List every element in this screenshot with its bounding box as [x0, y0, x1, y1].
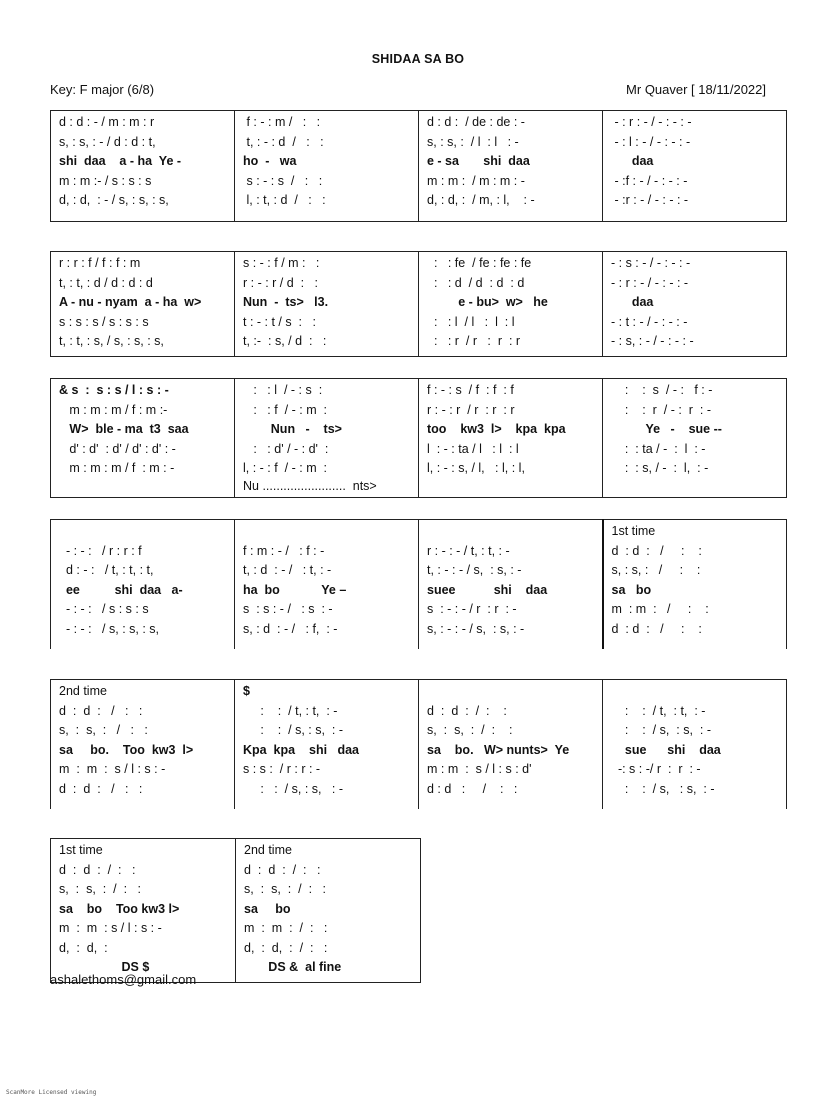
lyrics-line: daa	[611, 295, 654, 309]
notation-line: - : s, : - / - : - : -	[611, 334, 694, 348]
notation-line: : : / s, : s, : -	[243, 723, 344, 737]
measure	[51, 520, 235, 650]
volta-label: 1st time	[611, 524, 656, 538]
measure	[235, 252, 419, 357]
notation-line: m : m : / : :	[611, 602, 709, 616]
notation-line: t : - : t / s : :	[243, 314, 316, 329]
notation-line: : : fe / fe : fe : fe	[427, 256, 532, 270]
notation-line: l, : - : s, / l, : l, : l,	[427, 461, 525, 475]
measure	[235, 111, 419, 222]
measure	[603, 252, 787, 357]
lyrics-line: sa bo	[244, 901, 291, 916]
measure	[419, 111, 603, 222]
lyrics-line: e - sa shi daa	[427, 154, 530, 168]
notation-line: d : d : - / m : m : r	[59, 115, 155, 129]
notation-line: s : - : - / r : r : -	[427, 602, 517, 616]
notation-line: - : - : / r : r : f	[59, 543, 142, 558]
notation-line: m : m : / : :	[244, 921, 328, 935]
lyrics-line: Kpa kpa shi daa	[243, 742, 360, 757]
notation-line: : : d' / - : d' :	[243, 441, 329, 456]
notation-line: - : - : / s, : s, : s,	[59, 621, 160, 636]
notation-line: - : l : - / - : - : -	[611, 134, 691, 149]
notation-line: : : l / - : s :	[243, 383, 323, 397]
lyrics-line: ho - wa	[243, 154, 297, 168]
notation-line: d : d : / : :	[611, 543, 702, 558]
lyrics-line: Nu ........................ nts>	[243, 478, 377, 493]
notation-line: t, : t, : d / d : d : d	[59, 275, 153, 290]
notation-line: m : m :- / s : s : s	[59, 173, 152, 188]
segno-sign: $	[243, 684, 250, 698]
notation-line: s : s : / r : r : -	[243, 762, 321, 776]
notation-line: s, : s, : / l : l : -	[427, 134, 519, 149]
contact-email: ashalethoms@gmail.com	[50, 972, 197, 987]
notation-line: t, : d : - / : t, : -	[243, 563, 332, 577]
volta-label	[427, 682, 594, 702]
notation-line: t, : - : - / s, : s, : -	[427, 563, 522, 577]
notation-line: d : d : / de : de : -	[427, 115, 525, 129]
notation-line: d : - : / t, : t, : t,	[59, 563, 154, 577]
notation-line: - : - : / s : s : s	[59, 602, 149, 616]
notation-line: m : m : / m : m : -	[427, 173, 525, 188]
notation-line: t, : t, : s, / s, : s, : s,	[59, 334, 164, 348]
dal-segno-mark: DS $	[59, 960, 150, 974]
measure	[51, 252, 235, 357]
measure	[51, 839, 236, 983]
notation-line: l : - : ta / l : l : l	[427, 441, 519, 456]
notation-line: -: s : -/ r : r : -	[611, 762, 701, 776]
lyrics-line: ha bo Ye –	[243, 582, 347, 597]
notation-line: d, : d, : / : :	[244, 940, 328, 955]
notation-line: m : m : s / l : s : -	[59, 921, 162, 935]
lyrics-line: sa bo. W> nunts> Ye	[427, 742, 570, 757]
lyrics-line: daa	[611, 154, 654, 168]
key-signature: Key: F major (6/8)	[50, 82, 155, 97]
notation-line: : : / t, : t, : -	[243, 703, 338, 718]
notation-line: d : d : / : :	[244, 862, 321, 877]
notation-line: s : s : - / : s : -	[243, 602, 333, 616]
notation-line: d, : d, : / m, : l, : -	[427, 193, 535, 207]
lyrics-line: Ye - sue --	[611, 422, 722, 436]
notation-line: t, : - : d / : :	[243, 134, 324, 149]
measure	[603, 680, 787, 810]
volta-label	[611, 682, 778, 702]
notation-line: : : r / r : r : r	[427, 334, 521, 348]
lyrics-line: Nun - ts>	[243, 422, 342, 436]
notation-line: r : r : f / f : f : m	[59, 256, 141, 270]
measure	[419, 680, 603, 810]
scanner-watermark: ScanMore Licensed viewing	[6, 1089, 97, 1096]
measure	[419, 379, 603, 498]
notation-line: s, : s, : / : :	[59, 882, 141, 896]
notation-line: : : d / d : d : d	[427, 275, 525, 290]
notation-line: d : d : / : :	[59, 862, 136, 877]
notation-line: d' : d' : d' / d' : d' : -	[59, 441, 176, 456]
notation-line: m : m : s / l : s : -	[59, 762, 166, 776]
score-system-4	[50, 519, 787, 649]
notation-line: & s : s : s / l : s : -	[59, 383, 169, 397]
notation-line: s : - : s / : :	[243, 173, 323, 188]
notation-line: f : - : m / : :	[243, 115, 321, 129]
score-system-3	[50, 378, 787, 498]
score-system-6	[50, 838, 421, 983]
author-date: Mr Quaver [ 18/11/2022]	[626, 82, 766, 97]
lyrics-line: A - nu - nyam a - ha w>	[59, 295, 202, 309]
notation-line: r : - : r / d : :	[243, 275, 319, 290]
measure	[236, 839, 421, 983]
lyrics-line: sa bo. Too kw3 l>	[59, 742, 194, 757]
notation-line: l, : - : f / - : m :	[243, 461, 328, 475]
notation-line: s, : s, : - / d : d : t,	[59, 134, 156, 149]
score-system-2	[50, 251, 787, 357]
notation-line: : : / s, : s, : -	[243, 781, 344, 796]
notation-line: : : ta / - : l : -	[611, 441, 706, 456]
lyrics-line: ee shi daa a-	[59, 582, 183, 597]
measure	[235, 520, 419, 650]
lyrics-line: sue shi daa	[611, 742, 721, 757]
notation-line: s, : s, : / : :	[611, 563, 701, 577]
volta-label: 2nd time	[59, 684, 107, 698]
lyrics-line: sa bo Too kw3 l>	[59, 901, 180, 916]
notation-line: s : - : f / m : :	[243, 256, 320, 270]
notation-line: : : l / l : l : l	[427, 314, 515, 329]
notation-line: f : m : - / : f : -	[243, 543, 325, 558]
score-system-5	[50, 679, 787, 809]
notation-line: s, : s, : / : :	[244, 882, 326, 896]
notation-line: - :r : - / - : - : -	[611, 193, 689, 207]
notation-line: d, : d, :	[59, 940, 108, 955]
measure	[603, 520, 787, 650]
page-title: SHIDAA SA BO	[371, 52, 465, 66]
notation-line: - : s : - / - : - : -	[611, 256, 691, 270]
volta-label	[243, 522, 410, 542]
notation-line: : : f / - : m :	[243, 402, 328, 417]
notation-line: s, : - : - / s, : s, : -	[427, 621, 525, 636]
measure	[603, 379, 787, 498]
notation-line: d : d : / : :	[59, 781, 143, 796]
score-system-1	[50, 110, 787, 222]
lyrics-line: too kw3 l> kpa kpa	[427, 422, 566, 436]
volta-label: 1st time	[59, 843, 103, 857]
dal-segno-al-fine-mark: DS & al fine	[244, 960, 342, 974]
notation-line: s, : d : - / : f, : -	[243, 621, 338, 636]
notation-line: : : / s, : s, : -	[611, 723, 712, 737]
lyrics-line: W> ble - ma t3 saa	[59, 422, 189, 436]
notation-line: : : s / - : f : -	[611, 383, 713, 397]
notation-line: : : / t, : t, : -	[611, 703, 706, 718]
notation-line: s : s : s / s : s : s	[59, 314, 149, 329]
notation-line: s, : s, : / : :	[59, 723, 148, 737]
lyrics-line: Nun - ts> l3.	[243, 295, 329, 309]
lyrics-line: shi daa a - ha Ye -	[59, 154, 182, 168]
notation-line: m : m : m / f : m :-	[59, 402, 168, 417]
notation-line: d, : d, : - / s, : s, : s,	[59, 193, 169, 207]
notation-line: d : d : / : :	[427, 781, 518, 796]
measure	[235, 379, 419, 498]
volta-label	[427, 522, 594, 542]
notation-line: m : m : m / f : m : -	[59, 461, 175, 475]
notation-line: f : - : s / f : f : f	[427, 383, 514, 397]
notation-line: m : m : s / l : s : d'	[427, 762, 532, 776]
measure	[51, 379, 235, 498]
notation-line: - : r : - / - : - : -	[611, 115, 692, 129]
notation-line: d : d : / : :	[611, 621, 702, 636]
notation-line: - : r : - / - : - : -	[611, 275, 689, 290]
lyrics-line: sa bo	[611, 582, 652, 597]
notation-line: : : / s, : s, : -	[611, 781, 715, 796]
measure	[419, 520, 603, 650]
measure	[51, 111, 235, 222]
measure	[603, 111, 787, 222]
measure	[419, 252, 603, 357]
measure	[235, 680, 419, 810]
volta-label	[59, 522, 226, 542]
notation-line: t, :- : s, / d : :	[243, 334, 327, 348]
notation-line: : : r / - : r : -	[611, 402, 711, 417]
lyrics-line: suee shi daa	[427, 582, 548, 597]
notation-line: - : t : - / - : - : -	[611, 314, 688, 329]
notation-line: r : - : - / t, : t, : -	[427, 543, 510, 558]
volta-label: 2nd time	[244, 843, 292, 857]
notation-line: d : d : / : :	[427, 703, 507, 718]
lyrics-line: e - bu> w> he	[427, 295, 548, 309]
notation-line: : : s, / - : l, : -	[611, 461, 709, 475]
measure	[51, 680, 235, 810]
notation-line: - :f : - / - : - : -	[611, 173, 688, 188]
notation-line: l, : t, : d / : :	[243, 193, 326, 207]
notation-line: s, : s, : / : :	[427, 723, 513, 737]
notation-line: d : d : / : :	[59, 703, 143, 718]
notation-line: r : - : r / r : r : r	[427, 402, 515, 417]
